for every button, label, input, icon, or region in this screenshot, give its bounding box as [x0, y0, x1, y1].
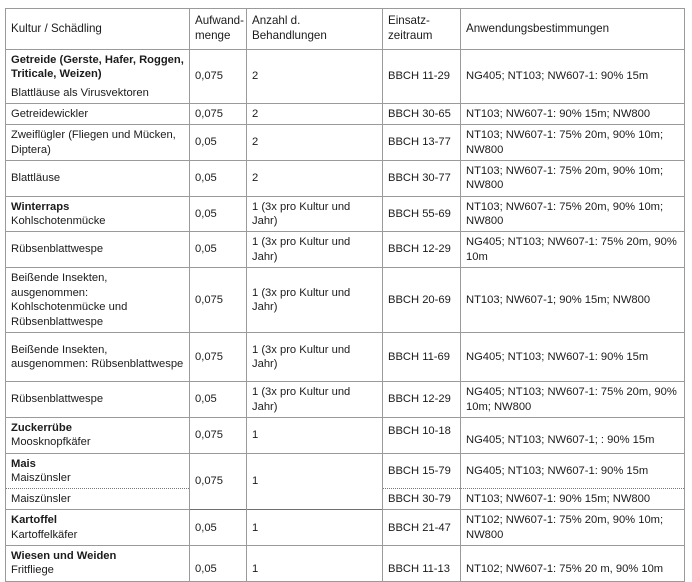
cell-aufwandmenge: 0,075 [190, 50, 247, 104]
cell-kultur [6, 267, 190, 332]
cell-aufwandmenge: 0,05 [190, 546, 247, 582]
cell-aufwandmenge: 0,075 [190, 333, 247, 382]
header-label-kultur: Kultur / Schädling [11, 21, 102, 35]
cell-aufwandmenge: 0,05 [190, 196, 247, 232]
cell-anwendungsbestimmungen: NT102; NW607-1: 75% 20m, 90% 10m; NW800 [461, 510, 685, 546]
kultur-group-name: Winterraps [11, 200, 70, 213]
kultur-group-name: Kartoffel [11, 514, 57, 527]
kultur-pest-name: Beißende Insekten, ausgenommen: Rübsenblattwespe [11, 343, 184, 371]
cell-einsatzzeitraum: BBCH 30-65 [383, 103, 461, 124]
cell-einsatzzeitraum: BBCH 10-18 [383, 417, 461, 453]
cell-aufwandmenge: 0,075 [190, 103, 247, 124]
cell-anwendungsbestimmungen: NT103; NW607-1: 90% 15m; NW800 [461, 489, 685, 510]
cell-kultur [6, 333, 190, 382]
cell-anzahl-behandlungen: 1 [247, 546, 383, 582]
cell-aufwandmenge: 0,05 [190, 232, 247, 268]
cell-anwendungsbestimmungen: NG405; NT103; NW607-1: 75% 20m, 90% 10m [461, 232, 685, 268]
table-header [6, 9, 685, 50]
table-row [6, 546, 685, 582]
pesticide-application-table [5, 8, 685, 582]
cell-anwendungsbestimmungen: NT103; NW607-1; 90% 15m; NW800 [461, 267, 685, 332]
table-row [6, 333, 685, 382]
table-row [6, 196, 685, 232]
table-row [6, 160, 685, 196]
cell-aufwandmenge: 0,05 [190, 160, 247, 196]
column-header-aufwandmenge [190, 9, 247, 50]
cell-einsatzzeitraum: BBCH 13-77 [383, 125, 461, 161]
cell-anzahl-behandlungen: 2 [247, 160, 383, 196]
cell-aufwandmenge: 0,075 [190, 417, 247, 453]
cell-kultur [6, 489, 190, 510]
column-header-anwendungsbestimmungen [461, 9, 685, 50]
header-label-anzahl-line1: Anzahl d. [252, 14, 301, 28]
kultur-pest-name: Blattläuse [11, 172, 61, 185]
kultur-pest-name: Moosknopfkäfer [11, 436, 91, 449]
cell-aufwandmenge: 0,05 [190, 125, 247, 161]
cell-anwendungsbestimmungen: NG405; NT103; NW607-1: 75% 20m, 90% 10m; NW800 [461, 382, 685, 418]
kultur-group-name: Getreide (Gerste, Hafer, Roggen, Triticale, Weizen) [11, 54, 184, 81]
cell-anwendungsbestimmungen: NT102; NW607-1: 75% 20 m, 90% 10m [461, 546, 685, 582]
cell-kultur [6, 125, 190, 161]
cell-anzahl-behandlungen: 1 (3x pro Kultur und Jahr) [247, 267, 383, 332]
cell-anwendungsbestimmungen: NT103; NW607-1: 90% 15m; NW800 [461, 103, 685, 124]
cell-einsatzzeitraum: BBCH 11-13 [383, 546, 461, 582]
column-header-einsatzzeitraum [383, 9, 461, 50]
cell-anwendungsbestimmungen: NG405; NT103; NW607-1: 90% 15m [461, 50, 685, 104]
cell-anzahl-behandlungen: 2 [247, 103, 383, 124]
cell-kultur [6, 103, 190, 124]
cell-kultur [6, 510, 190, 546]
kultur-pest-name: Beißende Insekten, ausgenommen: Kohlschotenmücke und Rübsenblattwespe [11, 271, 128, 328]
cell-kultur [6, 382, 190, 418]
table-row [6, 125, 685, 161]
table-row [6, 417, 685, 453]
cell-kultur [6, 232, 190, 268]
cell-kultur [6, 160, 190, 196]
cell-einsatzzeitraum: BBCH 12-29 [383, 232, 461, 268]
cell-einsatzzeitraum: BBCH 11-29 [383, 50, 461, 104]
kultur-group-name: Wiesen und Weiden [11, 550, 117, 563]
cell-anwendungsbestimmungen: NT103; NW607-1: 75% 20m, 90% 10m; NW800 [461, 125, 685, 161]
kultur-pest-name: Getreidewickler [11, 107, 89, 120]
header-label-einsatz-line1: Einsatz- [388, 14, 430, 28]
cell-aufwandmenge: 0,075 [190, 453, 247, 510]
kultur-pest-name: Blattläuse als Virusvektoren [11, 86, 149, 99]
cell-einsatzzeitraum: BBCH 15-79 [383, 453, 461, 489]
header-label-einsatz-line2: zeitraum [388, 29, 433, 42]
table-row [6, 103, 685, 124]
cell-anzahl-behandlungen: 1 [247, 510, 383, 546]
column-header-anzahl [247, 9, 383, 50]
cell-einsatzzeitraum: BBCH 20-69 [383, 267, 461, 332]
cell-anzahl-behandlungen: 2 [247, 125, 383, 161]
cell-aufwandmenge: 0,075 [190, 267, 247, 332]
cell-anzahl-behandlungen: 1 [247, 417, 383, 453]
table-row [6, 382, 685, 418]
kultur-pest-name: Kartoffelkäfer [11, 528, 78, 541]
cell-kultur [6, 196, 190, 232]
table-row [6, 50, 685, 104]
kultur-group-name: Mais [11, 457, 36, 470]
cell-anzahl-behandlungen: 1 [247, 453, 383, 510]
kultur-pest-name: Maiszünsler [11, 471, 71, 484]
header-row [6, 9, 685, 50]
cell-anwendungsbestimmungen: NT103; NW607-1: 75% 20m, 90% 10m; NW800 [461, 160, 685, 196]
cell-kultur [6, 50, 190, 104]
cell-anzahl-behandlungen: 2 [247, 50, 383, 104]
cell-anzahl-behandlungen: 1 (3x pro Kultur und Jahr) [247, 232, 383, 268]
cell-einsatzzeitraum: BBCH 30-79 [383, 489, 461, 510]
cell-einsatzzeitraum: BBCH 55-69 [383, 196, 461, 232]
kultur-pest-name: Maiszünsler [11, 493, 71, 506]
column-header-kultur [6, 9, 190, 50]
table-row [6, 510, 685, 546]
cell-einsatzzeitraum: BBCH 11-69 [383, 333, 461, 382]
cell-kultur [6, 417, 190, 453]
kultur-pest-name: Rübsenblattwespe [11, 393, 104, 406]
cell-einsatzzeitraum: BBCH 30-77 [383, 160, 461, 196]
table-row [6, 453, 685, 489]
kultur-group-name: Zuckerrübe [11, 421, 72, 434]
cell-einsatzzeitraum: BBCH 21-47 [383, 510, 461, 546]
table-row [6, 267, 685, 332]
cell-kultur [6, 453, 190, 489]
cell-anzahl-behandlungen: 1 (3x pro Kultur und Jahr) [247, 382, 383, 418]
table-body [6, 50, 685, 582]
cell-anwendungsbestimmungen: NG405; NT103; NW607-1; : 90% 15m [461, 417, 685, 453]
cell-anzahl-behandlungen: 1 (3x pro Kultur und Jahr) [247, 333, 383, 382]
cell-anwendungsbestimmungen: NG405; NT103; NW607-1: 90% 15m [461, 453, 685, 489]
cell-anwendungsbestimmungen: NT103; NW607-1: 75% 20m, 90% 10m; NW800 [461, 196, 685, 232]
header-label-aufwandmenge-line2: menge [195, 29, 231, 42]
header-label-anzahl-line2: Behandlungen [252, 29, 327, 42]
header-label-aufwandmenge-line1: Aufwand- [195, 14, 244, 28]
cell-kultur [6, 546, 190, 582]
cell-einsatzzeitraum: BBCH 12-29 [383, 382, 461, 418]
kultur-pest-name: Kohlschotenmücke [11, 214, 106, 227]
kultur-pest-name: Zweiflügler (Fliegen und Mücken, Diptera) [11, 129, 176, 156]
cell-anwendungsbestimmungen: NG405; NT103; NW607-1: 90% 15m [461, 333, 685, 382]
cell-aufwandmenge: 0,05 [190, 382, 247, 418]
kultur-pest-name: Fritfliege [11, 564, 54, 577]
cell-aufwandmenge: 0,05 [190, 510, 247, 546]
kultur-pest-name: Rübsenblattwespe [11, 243, 104, 256]
header-label-anwendung: Anwendungsbestimmungen [466, 21, 610, 35]
table-row [6, 232, 685, 268]
cell-anzahl-behandlungen: 1 (3x pro Kultur und Jahr) [247, 196, 383, 232]
